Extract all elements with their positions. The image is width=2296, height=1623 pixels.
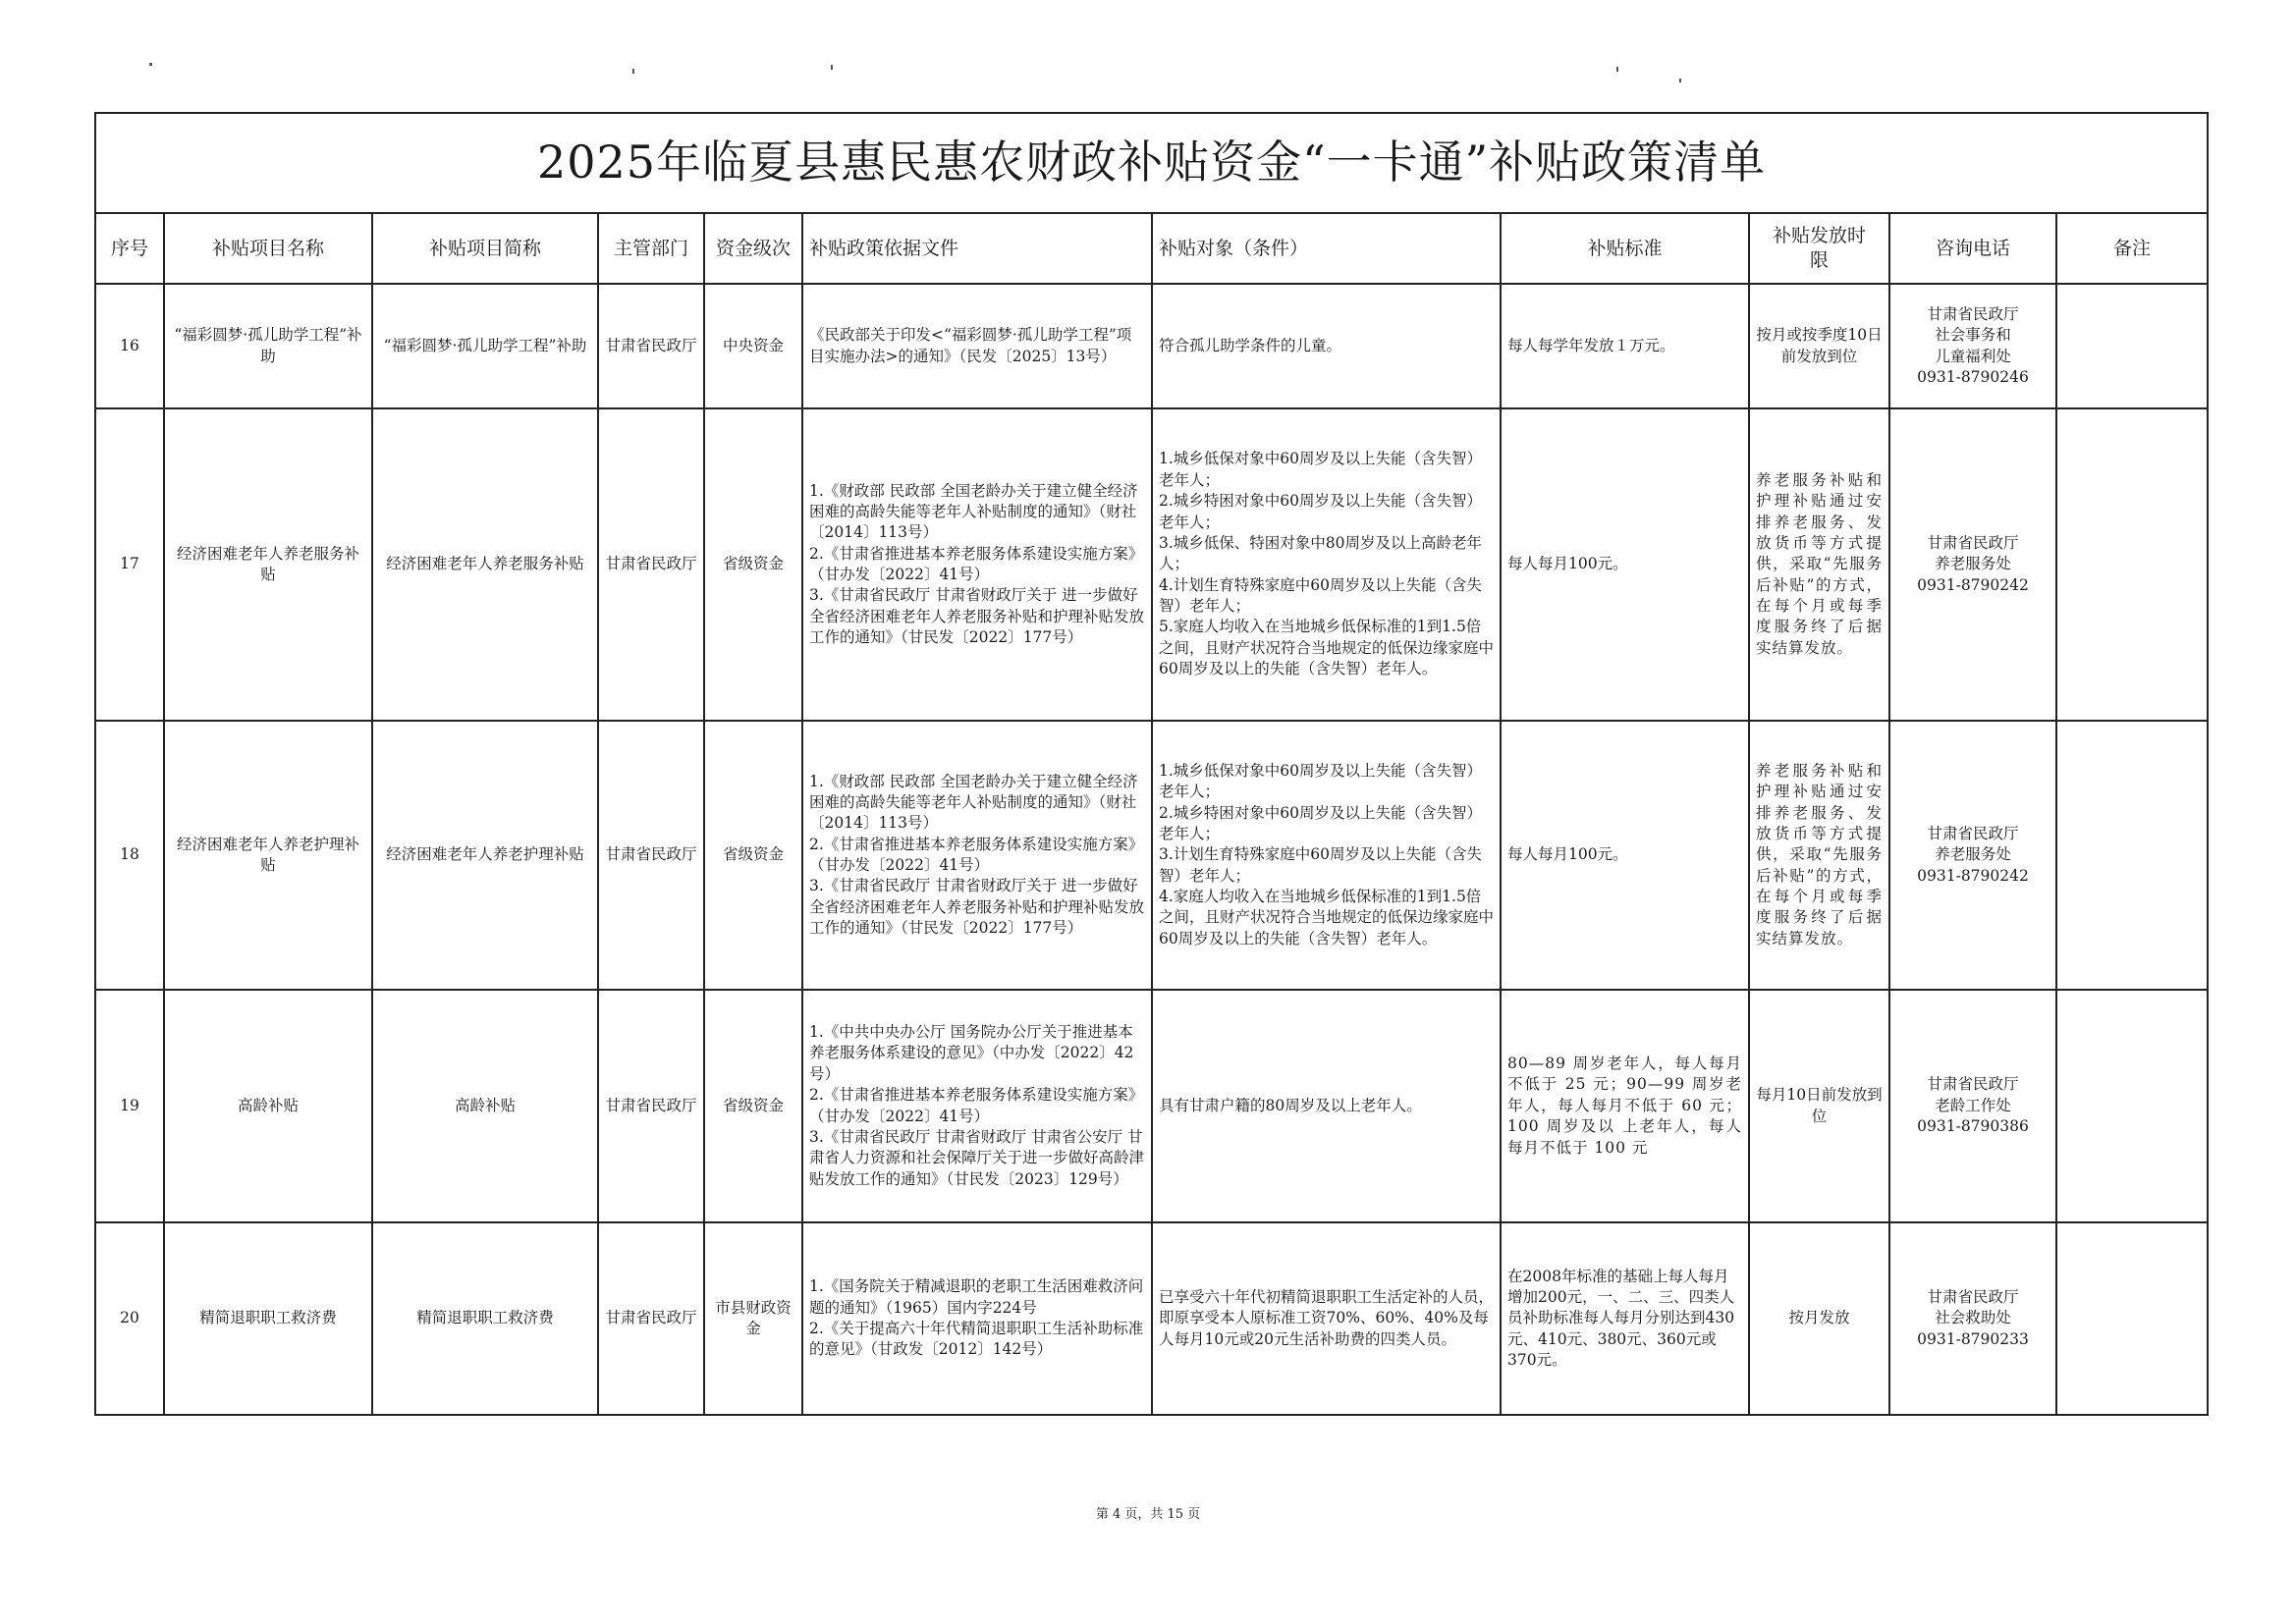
standard-item: 每人每学年发放１万元。 — [1507, 336, 1675, 354]
phone-line: 甘肃省民政厅 — [1927, 304, 2019, 323]
row-timing: 按月或按季度10日前发放到位 — [1749, 284, 1889, 408]
row-level: 省级资金 — [704, 721, 802, 990]
scan-speck — [632, 69, 634, 74]
table-row — [95, 284, 2208, 408]
target-item: 符合孤儿助学条件的儿童。 — [1159, 336, 1342, 354]
row-no: 16 — [95, 284, 164, 408]
row-timing: 养老服务补贴和护理补贴通过安排养老服务、发放货币等方式提供，采取“先服务后补贴”的方式，在每个月或每季度服务终了后据实结算发放。 — [1749, 721, 1889, 990]
row-dept: 甘肃省民政厅 — [598, 284, 704, 408]
row-dept: 甘肃省民政厅 — [598, 1222, 704, 1415]
row-basis — [802, 1222, 1152, 1415]
row-name: 高龄补贴 — [164, 990, 372, 1222]
standard-item: 80—89 周岁老年人，每人每月不低于 25 元；90—99 周岁老年人，每人每月不低于 60 元；100 周岁及以 上老年人，每人每月不低于 100 元 — [1507, 1055, 1742, 1157]
row-phone — [1889, 408, 2056, 721]
row-no: 18 — [95, 721, 164, 990]
row-short: 高龄补贴 — [372, 990, 598, 1222]
basis-item: 《民政部关于印发<“福彩圆梦·孤儿助学工程”项目实施办法>的通知》（民发〔2025〕13号） — [809, 326, 1132, 365]
row-standard — [1501, 284, 1749, 408]
row-basis — [802, 721, 1152, 990]
phone-line: 养老服务处 — [1935, 845, 2011, 864]
phone-line: 老龄工作处 — [1935, 1096, 2011, 1114]
scan-speck — [831, 65, 833, 70]
row-short: 精简退职职工救济费 — [372, 1222, 598, 1415]
row-basis — [802, 408, 1152, 721]
row-standard — [1501, 1222, 1749, 1415]
row-no: 19 — [95, 990, 164, 1222]
row-no: 17 — [95, 408, 164, 721]
basis-item: 3.《甘肃省民政厅 甘肃省财政厅关于 进一步做好全省经济困难老年人养老服务补贴和护理补贴发放工作的通知》（甘民发〔2022〕177号） — [809, 586, 1145, 647]
row-phone — [1889, 990, 2056, 1222]
phone-line: 甘肃省民政厅 — [1927, 824, 2019, 842]
row-target — [1152, 721, 1501, 990]
basis-item: 1.《国务院关于精减退职的老职工生活困难救济问题的通知》（1965）国内字224号 — [809, 1277, 1144, 1317]
target-item: 已享受六十年代初精简退职职工生活定补的人员，即原享受本人原标准工资70%、60%、40%及每人每月10元或20元生活补助费的四类人员。 — [1159, 1287, 1495, 1348]
page-title: 2025年临夏县惠民惠农财政补贴资金“一卡通”补贴政策清单 — [95, 113, 2208, 213]
phone-line: 社会救助处 — [1935, 1309, 2011, 1327]
row-level: 市县财政资金 — [704, 1222, 802, 1415]
row-phone — [1889, 721, 2056, 990]
phone-line: 0931-8790386 — [1917, 1117, 2029, 1136]
row-level: 中央资金 — [704, 284, 802, 408]
row-dept: 甘肃省民政厅 — [598, 721, 704, 990]
basis-item: 2.《关于提高六十年代精简退职职工生活补助标准的意见》（甘政发〔2012〕142号） — [809, 1320, 1144, 1359]
row-short: 经济困难老年人养老服务补贴 — [372, 408, 598, 721]
header-name: 补贴项目名称 — [164, 213, 372, 284]
target-item: 1.城乡低保对象中60周岁及以上失能（含失智）老年人； — [1159, 761, 1483, 801]
header-timing: 补贴发放时限 — [1749, 213, 1889, 284]
header-no: 序号 — [95, 213, 164, 284]
row-name: 精简退职职工救济费 — [164, 1222, 372, 1415]
target-item: 3.城乡低保、特困对象中80周岁及以上高龄老年人； — [1159, 533, 1483, 573]
row-dept: 甘肃省民政厅 — [598, 408, 704, 721]
target-item: 具有甘肃户籍的80周岁及以上老年人。 — [1159, 1096, 1422, 1114]
target-item: 4.计划生育特殊家庭中60周岁及以上失能（含失智）老年人； — [1159, 575, 1483, 616]
basis-item: 2.《甘肃省推进基本养老服务体系建设实施方案》（甘办发〔2022〕41号） — [809, 1086, 1144, 1125]
target-item: 2.城乡特困对象中60周岁及以上失能（含失智）老年人； — [1159, 492, 1483, 531]
basis-item: 1.《财政部 民政部 全国老龄办关于建立健全经济困难的高龄失能等老年人补贴制度的通知》（财社〔2014〕113号） — [809, 481, 1138, 542]
basis-item: 1.《财政部 民政部 全国老龄办关于建立健全经济困难的高龄失能等老年人补贴制度的通知》（财社〔2014〕113号） — [809, 772, 1138, 833]
header-standard: 补贴标准 — [1501, 213, 1749, 284]
target-item: 3.计划生育特殊家庭中60周岁及以上失能（含失智）老年人； — [1159, 845, 1483, 885]
scan-speck — [1616, 67, 1618, 72]
row-target — [1152, 990, 1501, 1222]
phone-line: 养老服务处 — [1935, 555, 2011, 573]
row-remark — [2056, 990, 2208, 1222]
standard-item: 在2008年标准的基础上每人每月增加200元，一、二、三、四类人员补助标准每人每月分别达到430元、410元、380元、360元或370元。 — [1507, 1267, 1735, 1370]
row-target — [1152, 408, 1501, 721]
header-phone: 咨询电话 — [1889, 213, 2056, 284]
row-short: 经济困难老年人养老护理补贴 — [372, 721, 598, 990]
row-level: 省级资金 — [704, 990, 802, 1222]
standard-item: 每人每月100元。 — [1507, 845, 1628, 864]
row-timing: 养老服务补贴和护理补贴通过安排养老服务、发放货币等方式提供，采取“先服务后补贴”的方式，在每个月或每季度服务终了后据实结算发放。 — [1749, 408, 1889, 721]
table-row — [95, 1222, 2208, 1415]
table-header-row — [95, 213, 2208, 284]
policy-table — [94, 112, 2209, 1416]
phone-line: 儿童福利处 — [1935, 347, 2011, 365]
phone-line: 0931-8790246 — [1917, 367, 2029, 386]
row-timing: 按月发放 — [1749, 1222, 1889, 1415]
row-short: “福彩圆梦·孤儿助学工程”补助 — [372, 284, 598, 408]
row-timing: 每月10日前发放到位 — [1749, 990, 1889, 1222]
row-basis — [802, 990, 1152, 1222]
table-row — [95, 721, 2208, 990]
header-level: 资金级次 — [704, 213, 802, 284]
row-target — [1152, 1222, 1501, 1415]
table-row — [95, 408, 2208, 721]
row-dept: 甘肃省民政厅 — [598, 990, 704, 1222]
row-level: 省级资金 — [704, 408, 802, 721]
row-standard — [1501, 408, 1749, 721]
header-basis: 补贴政策依据文件 — [802, 213, 1152, 284]
policy-sheet — [94, 112, 2207, 1416]
header-short: 补贴项目简称 — [372, 213, 598, 284]
scan-speck — [149, 63, 152, 66]
row-phone — [1889, 1222, 2056, 1415]
row-standard — [1501, 990, 1749, 1222]
header-dept: 主管部门 — [598, 213, 704, 284]
table-row — [95, 990, 2208, 1222]
basis-item: 3.《甘肃省民政厅 甘肃省财政厅 甘肃省公安厅 甘肃省人力资源和社会保障厅关于进一步做好高龄津贴发放工作的通知》（甘民发〔2023〕129号） — [809, 1127, 1145, 1188]
row-remark — [2056, 1222, 2208, 1415]
phone-line: 社会事务和 — [1935, 326, 2011, 345]
row-name: “福彩圆梦·孤儿助学工程”补助 — [164, 284, 372, 408]
target-item: 4.家庭人均收入在当地城乡低保标准的1到1.5倍之间，且财产状况符合当地规定的低保边缘家庭中60周岁及以上的失能（含失智）老年人。 — [1159, 888, 1495, 947]
phone-line: 0931-8790242 — [1917, 575, 2029, 594]
basis-item: 2.《甘肃省推进基本养老服务体系建设实施方案》（甘办发〔2022〕41号） — [809, 544, 1144, 583]
target-item: 1.城乡低保对象中60周岁及以上失能（含失智）老年人； — [1159, 450, 1483, 489]
target-item: 2.城乡特困对象中60周岁及以上失能（含失智）老年人； — [1159, 803, 1483, 842]
page-footer: 第 4 页，共 15 页 — [1095, 1507, 1201, 1522]
phone-line: 0931-8790242 — [1917, 866, 2029, 885]
scan-speck — [1679, 79, 1681, 82]
phone-line: 0931-8790233 — [1917, 1329, 2029, 1348]
row-remark — [2056, 408, 2208, 721]
header-target: 补贴对象（条件） — [1152, 213, 1501, 284]
row-target — [1152, 284, 1501, 408]
row-remark — [2056, 721, 2208, 990]
row-basis — [802, 284, 1152, 408]
phone-line: 甘肃省民政厅 — [1927, 1287, 2019, 1306]
row-name: 经济困难老年人养老服务补贴 — [164, 408, 372, 721]
basis-item: 1.《中共中央办公厅 国务院办公厅关于推进基本养老服务体系建设的意见》（中办发〔2022〕42号） — [809, 1023, 1134, 1083]
phone-line: 甘肃省民政厅 — [1927, 1075, 2019, 1094]
row-phone — [1889, 284, 2056, 408]
target-item: 5.家庭人均收入在当地城乡低保标准的1到1.5倍之间，且财产状况符合当地规定的低保边缘家庭中60周岁及以上的失能（含失智）老年人。 — [1159, 618, 1495, 678]
header-remark: 备注 — [2056, 213, 2208, 284]
row-no: 20 — [95, 1222, 164, 1415]
row-standard — [1501, 721, 1749, 990]
standard-item: 每人每月100元。 — [1507, 555, 1628, 573]
phone-line: 甘肃省民政厅 — [1927, 533, 2019, 552]
basis-item: 2.《甘肃省推进基本养老服务体系建设实施方案》（甘办发〔2022〕41号） — [809, 835, 1144, 874]
row-remark — [2056, 284, 2208, 408]
basis-item: 3.《甘肃省民政厅 甘肃省财政厅关于 进一步做好全省经济困难老年人养老服务补贴和护理补贴发放工作的通知》（甘民发〔2022〕177号） — [809, 877, 1145, 938]
row-name: 经济困难老年人养老护理补贴 — [164, 721, 372, 990]
